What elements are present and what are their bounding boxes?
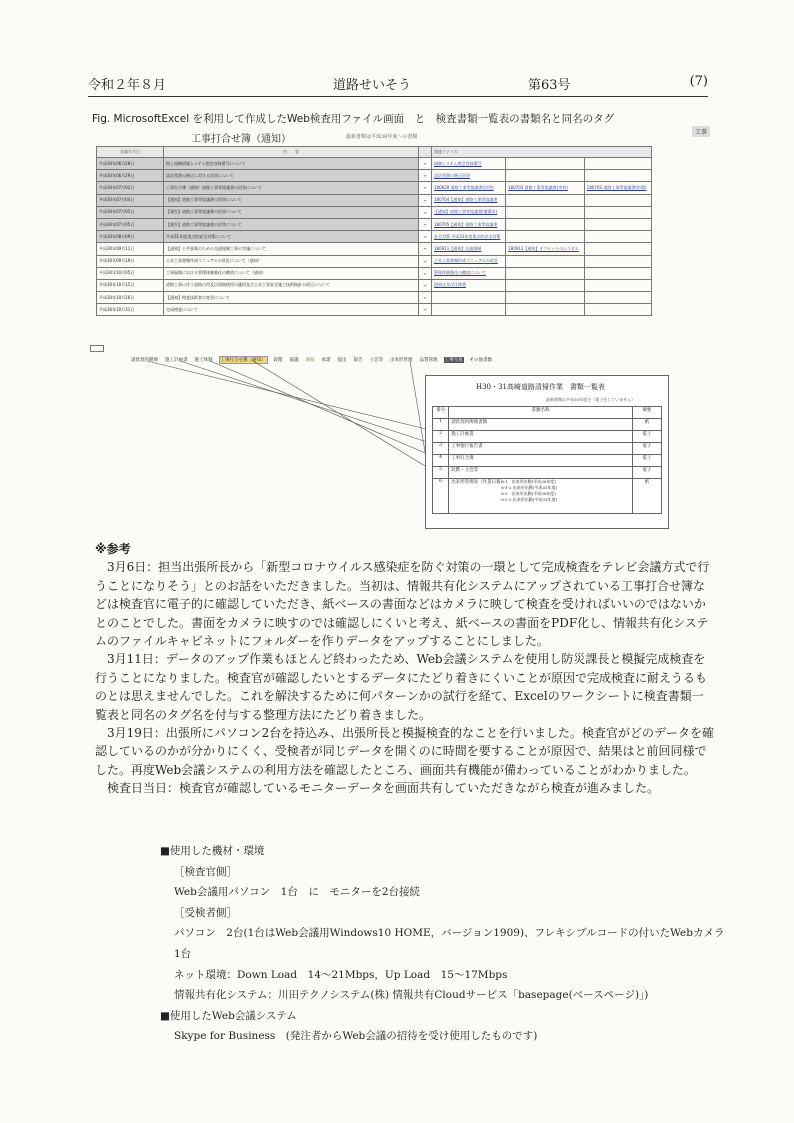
doclist-cell-name: 施工計画書 [451, 432, 474, 437]
doclist-cell-name: 請負契約関係書類 [451, 420, 488, 425]
excel-header-row [97, 147, 652, 158]
excel-file-link[interactable] [584, 304, 651, 316]
excel-table [96, 146, 652, 316]
paragraph: 3月6日：担当出張所長から「新型コロナウイルス感染症を防ぐ対策の一環として完成検査をテレビ会議方式で行うことになりそう」とのお話をいただきました。当初は、情報共有化システムにアップされている工事打合せ簿などは検査官に電子的に確認していただき、紙ベースの書面などはカメラに映して検査を受ければいいのではないかとのことでした。書面をカメラに映すのでは確認しにくいと考え、紙ベースの書面をPDF化し、情報共有化システムのファイルキャビネットにフォルダーを作りデータをアップすることにしました。 [95, 560, 710, 649]
excel-cell-date: 平成30年07月02日 [97, 182, 164, 194]
excel-file-link[interactable]: 180703 道路工事等協議書(市村) [506, 182, 585, 194]
sheet-tab-marker [90, 345, 104, 352]
file-link-icon: ≡ [419, 206, 432, 218]
worksheet-tag[interactable]: 提出 [337, 358, 347, 363]
excel-cell-date: 平成30年09月19日 [97, 255, 164, 267]
paragraph: 3月11日：データのアップ作業もほとんど終わったため、Web会議システムを使用し防災課長と模擬完成検査を行うことになりました。検査官が確認したいとするデータにたどり着きにくいことが原因で完成検査に耐えうるものとは思えませんでした。これを解決するために何パターンかの試行を経て、Excelのワークシートに検査書類一覧表と同名のタグ名を付与する整理方法にたどり着きました。 [95, 652, 708, 722]
doclist-cell-no: 6 [433, 479, 449, 514]
excel-file-link[interactable]: 180703 道路工事等協議書(市郡) [584, 182, 651, 194]
file-link-icon: ≡ [419, 218, 432, 230]
excel-cell-date: 平成30年08月09日 [97, 231, 164, 243]
doclist-row [433, 479, 662, 514]
excel-file-link[interactable] [584, 243, 651, 255]
excel-file-link[interactable] [432, 304, 506, 316]
file-link-icon: ≡ [419, 279, 432, 291]
excel-file-link[interactable] [506, 218, 585, 230]
doclist-cell-name: 段階・立会等 [451, 468, 479, 473]
equipment-item: 情報共有化システム：川田テクノシステム(株) 情報共有Cloudサービス「basepage(ベースページ)」) [174, 989, 649, 1002]
worksheet-tag[interactable]: 立会等 [369, 358, 383, 363]
doclist-cell-no: 4 [433, 455, 449, 467]
excel-file-link[interactable] [506, 267, 585, 279]
excel-row [97, 292, 652, 304]
excel-file-link[interactable] [506, 194, 585, 206]
doclist-row [433, 455, 662, 467]
header-issue: 第63号 [528, 78, 571, 93]
excel-file-link[interactable] [584, 206, 651, 218]
file-link-icon: ≡ [419, 158, 432, 170]
excel-file-link[interactable] [506, 231, 585, 243]
file-link-icon: ≡ [419, 292, 432, 304]
doclist-row [433, 419, 662, 431]
excel-file-link[interactable]: 【通知】道路工事等協議書(漕湯市) [432, 206, 506, 218]
doclist-table [432, 406, 662, 514]
file-link-icon: ≡ [419, 231, 432, 243]
excel-file-link[interactable]: 180704【通知】道路工事等協議書 [432, 194, 506, 206]
worksheet-tag[interactable]: 報告 [353, 358, 363, 363]
doclist-cell-remark: 電子 [632, 431, 661, 443]
excel-file-link[interactable]: 180705【通知】道路工事等協議書 [432, 218, 506, 230]
excel-cell-content: 【通知】道路工事等協議書の回答について [164, 194, 419, 206]
excel-header-date: 発議年月日 [97, 147, 164, 158]
paragraph: 3月19日：出張所にパソコン2台を持込み、出張所長と模擬検査的なことを行いました。検査官がどのデータを確認しているのかが分かりにくく、受検者が同じデータを開くのに時間を要することが原因で、結果はと前回同様でした。再度Web会議システムの利用方法を確認したところ、画面共有機能が備わっていることがわかりました。 [95, 726, 715, 777]
equipment-item: 1台 [174, 947, 192, 960]
doclist-sub-item: 6-1-2 出来形出動(平成31年度) [501, 485, 558, 490]
doclist-cell-name: 工事施行報告書 [451, 444, 483, 449]
doclist-cell-name: 出来形管理表（作業日報） [451, 480, 506, 485]
excel-file-link[interactable] [432, 292, 506, 304]
worksheet-tag[interactable]: 施工体制 [194, 358, 213, 363]
excel-row [97, 182, 652, 194]
excel-row [97, 279, 652, 291]
equipment-item: ［検査官側］ [174, 865, 237, 878]
excel-cell-date: 平成30年06月28日 [97, 158, 164, 170]
excel-file-link[interactable] [584, 267, 651, 279]
excel-file-link[interactable] [506, 170, 585, 182]
doclist-row [433, 467, 662, 479]
doclist-row [433, 431, 662, 443]
equipment-item: ［受検者側］ [174, 906, 237, 919]
connector-line [147, 361, 430, 430]
figure-caption: Fig. MicrosoftExcel を利用して作成したWeb検査用ファイル画面 と 検査書類一覧表の書類名と同名のタグ [92, 113, 615, 125]
excel-file-link[interactable] [584, 170, 651, 182]
excel-cell-content: 【通知】検査技術者の変更について [164, 292, 419, 304]
excel-file-link[interactable] [584, 255, 651, 267]
doclist-cell-no: 2 [433, 431, 449, 443]
excel-file-link[interactable] [506, 206, 585, 218]
excel-cell-content: 【報告】道路工事等協議書の回答について [164, 206, 419, 218]
file-link-icon: ≡ [419, 243, 432, 255]
document-list-panel [425, 375, 669, 529]
worksheet-tag[interactable]: 出来形管理 [390, 358, 413, 363]
excel-file-link[interactable] [584, 292, 651, 304]
excel-cell-content: 工事現場における管理体制強化の徹底について（通知） [164, 267, 419, 279]
excel-file-link[interactable]: 管理体制強化の徹底について [432, 267, 506, 279]
excel-cell-content: 道路工事に伴う道路占用及び道路使用の適用及び土木工事安全施工技術指針の改正について [164, 279, 419, 291]
worksheet-tag[interactable]: 品質管理 [419, 358, 438, 363]
excel-cell-content: 【通知】公共事業のための交通規制工事の実施について [164, 243, 419, 255]
paragraph: 検査日当日：検査官が確認しているモニターデータを画面共有していただきながら検査が進みました。 [107, 781, 660, 796]
excel-file-link[interactable] [584, 218, 651, 230]
doclist-note: 最新書類は平成30年度分（電子化していません） [546, 397, 636, 402]
excel-file-link[interactable]: 通知文及び仕様書 [432, 279, 506, 291]
excel-file-link[interactable]: 180628 道路工事等協議書(回答) [432, 182, 506, 194]
excel-row [97, 194, 652, 206]
excel-file-link[interactable] [506, 158, 585, 170]
excel-file-link[interactable] [506, 304, 585, 316]
section-heading: ※参考 [95, 542, 131, 556]
excel-file-link[interactable] [506, 255, 585, 267]
doclist-title: H30・31高崎道路清掃作業 書類一覧表 [476, 383, 605, 391]
excel-cell-date: 平成30年10月26日 [97, 292, 164, 304]
doclist-cell-remark: 電子 [632, 455, 661, 467]
excel-row [97, 218, 652, 230]
header-page-number: (7) [689, 74, 708, 89]
excel-file-link[interactable] [506, 279, 585, 291]
excel-row [97, 304, 652, 316]
excel-cell-date: 平成30年07月05日 [97, 218, 164, 230]
file-link-icon: ≡ [419, 255, 432, 267]
worksheet-tag[interactable]: 協議 [289, 358, 299, 363]
doclist-cell-no: 3 [433, 443, 449, 455]
article-body [95, 540, 715, 798]
equipment-heading: ■使用したWeb会議システム [160, 1009, 297, 1022]
doclist-header-remark: 摘要 [632, 407, 661, 419]
equipment-item: パソコン 2台(1台はWeb会議用Windows10 HOME，バージョン1909)、フレキシブルコードの付いたWebカメラ [174, 927, 725, 940]
excel-cell-content: 【報告】道路工事等協議書の回答について [164, 218, 419, 230]
excel-file-link[interactable] [584, 231, 651, 243]
worksheet-tag[interactable]: 施工計画書 [165, 358, 188, 363]
excel-file-link[interactable] [584, 194, 651, 206]
file-link-icon: ≡ [419, 170, 432, 182]
worksheet-tag[interactable]: 請負契約関係 [131, 358, 158, 363]
doclist-row [433, 443, 662, 455]
excel-corner-tag: 工事 [692, 126, 710, 137]
worksheet-tag[interactable]: 段階 [273, 358, 283, 363]
doclist-header-no: 番号 [433, 407, 449, 419]
excel-file-link[interactable]: 土木工事書類作成マニュアルの改訂 [432, 255, 506, 267]
worksheet-tag[interactable]: 工事写真 [444, 358, 463, 363]
equipment-item: Skype for Business (発注者からWeb会議の招待を受け使用したものです) [174, 1030, 538, 1043]
doclist-header-name: 書類名称 [449, 407, 633, 419]
doclist-cell-no: 1 [433, 419, 449, 431]
excel-file-link[interactable] [506, 292, 585, 304]
doclist-sub-item: 6-2-2 出来形出動(平成31年度) [501, 497, 558, 502]
excel-header-icon [419, 147, 432, 158]
excel-cell-date: 平成30年07月05日 [97, 206, 164, 218]
excel-row [97, 206, 652, 218]
excel-row [97, 158, 652, 170]
excel-cell-date: 平成30年09月11日 [97, 243, 164, 255]
equipment-heading: ■使用した機材・環境 [160, 845, 265, 857]
excel-row [97, 267, 652, 279]
doclist-cell-no: 5 [433, 467, 449, 479]
excel-cell-date: 平成30年10月05日 [97, 267, 164, 279]
excel-file-link[interactable]: 安全対策 平成31年度重点的安全対策 [432, 231, 506, 243]
doclist-cell-name: 工事打合簿 [451, 456, 474, 461]
excel-file-link[interactable]: 設計図書の修正回答 [432, 170, 506, 182]
excel-cell-date: 平成30年07月04日 [97, 194, 164, 206]
excel-sheet-subtitle: 最新書類は平成30年度～の書類 [346, 134, 418, 140]
worksheet-tag[interactable]: 承諾 [321, 358, 331, 363]
file-link-icon: ≡ [419, 304, 432, 316]
worksheet-tag-row [130, 356, 498, 364]
excel-cell-content: 平成31年度重点的安全対策について [164, 231, 419, 243]
excel-file-link[interactable]: 180911【通知】交通規制 [432, 243, 506, 255]
excel-screenshot [96, 130, 656, 340]
excel-header-files: 関連ファイル [432, 147, 652, 158]
excel-cell-content: 路上規制情報システム照会登録番号について [164, 158, 419, 170]
excel-header-content: 内 容 [164, 147, 419, 158]
doclist-sub-item: 6-1 出来形出動(平成30年度) [501, 479, 556, 484]
excel-cell-date: 平成30年10月31日 [97, 304, 164, 316]
doclist-cell-remark: 紙 [632, 419, 661, 431]
excel-cell-date: 平成30年06月29日 [97, 170, 164, 182]
excel-row [97, 243, 652, 255]
connector-line [210, 361, 430, 455]
excel-cell-content: 土木工事書類作成マニュアルの改訂について（通知） [164, 255, 419, 267]
excel-file-link[interactable]: 規制システム照会登録番号 [432, 158, 506, 170]
doclist-cell-remark: 電子 [632, 467, 661, 479]
excel-file-link[interactable]: 180911【通知】オフセットのシステム [506, 243, 585, 255]
excel-row [97, 255, 652, 267]
doclist-cell-remark: 電子 [632, 443, 661, 455]
worksheet-tag[interactable]: 工事打合せ簿（通知） [220, 358, 266, 363]
excel-cell-content: 工事打合簿（通知）道路工事等協議書の回答について [164, 182, 419, 194]
file-link-icon: ≡ [419, 182, 432, 194]
worksheet-tag[interactable]: その他書類 [469, 358, 492, 363]
equipment-list [160, 841, 725, 1047]
connector-line [253, 361, 430, 469]
connector-line [180, 361, 430, 443]
excel-file-link[interactable] [584, 279, 651, 291]
excel-cell-date: 平成30年10月15日 [97, 279, 164, 291]
excel-sheet-title: 工事打合せ簿（通知） [191, 134, 291, 145]
doclist-cell-remark: 紙 [632, 479, 661, 514]
excel-cell-content: 設計図書の修正に対する回答について [164, 170, 419, 182]
excel-cell-content: 完成検査について [164, 304, 419, 316]
file-link-icon: ≡ [419, 267, 432, 279]
excel-file-link[interactable] [584, 158, 651, 170]
excel-row [97, 170, 652, 182]
equipment-item: Web会議用パソコン 1台 に モニターを2台接続 [174, 886, 421, 899]
file-link-icon: ≡ [419, 194, 432, 206]
equipment-item: ネット環境：Down Load 14～21Mbps，Up Load 15～17Mbps [174, 968, 508, 981]
excel-row [97, 231, 652, 243]
doclist-sub-item: 6-2 出来形出動(平成30年度) [501, 491, 556, 496]
worksheet-tag[interactable]: 通知 [305, 358, 315, 363]
header-title: 道路せいそう [333, 78, 412, 93]
header-date: 令和２年８月 [88, 78, 167, 93]
page-header [88, 70, 708, 97]
